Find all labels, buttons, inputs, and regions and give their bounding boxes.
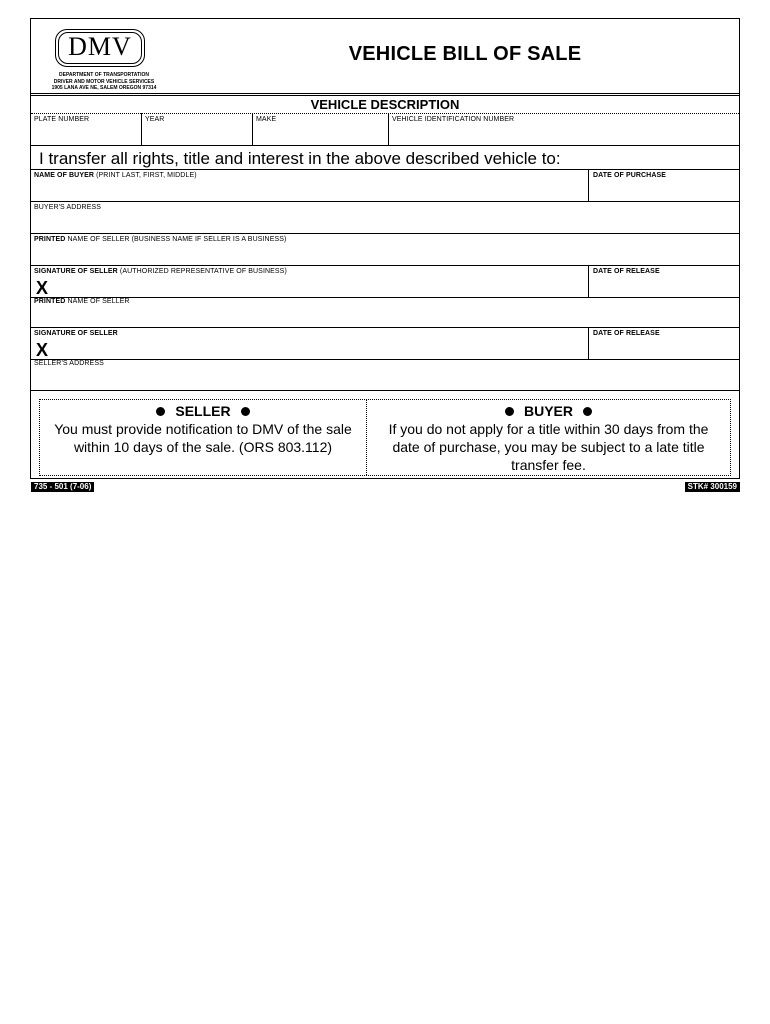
form-title: VEHICLE BILL OF SALE bbox=[348, 43, 582, 65]
buyer-notice-line: If you do not apply for a title within 30 days from the bbox=[388, 421, 709, 437]
seller-signature-label-2: SIGNATURE OF SELLER bbox=[34, 330, 118, 337]
vin-label: VEHICLE IDENTIFICATION NUMBER bbox=[392, 116, 515, 123]
seller-notice-heading: SELLER bbox=[175, 403, 231, 419]
seller-notice-line: You must provide notification to DMV of the sale bbox=[54, 421, 352, 437]
dmv-logo: DMV bbox=[55, 29, 145, 67]
vin-field[interactable] bbox=[389, 123, 739, 143]
date-of-release-field-2[interactable] bbox=[589, 338, 739, 359]
make-label: MAKE bbox=[256, 116, 277, 123]
date-of-release-label: DATE OF RELEASE bbox=[593, 268, 660, 275]
divider bbox=[31, 145, 739, 146]
date-of-release-field[interactable] bbox=[589, 276, 739, 297]
date-of-release-label-2: DATE OF RELEASE bbox=[593, 330, 660, 337]
divider bbox=[31, 359, 739, 360]
seller-printed-name-field-2[interactable] bbox=[31, 306, 739, 326]
buyer-notice-line: date of purchase, you may be subject to a late title bbox=[392, 439, 705, 455]
seller-signature-label: SIGNATURE OF SELLER (AUTHORIZED REPRESENTATIVE OF BUSINESS) bbox=[34, 268, 287, 275]
stock-number-badge: STK# 300159 bbox=[685, 482, 740, 492]
divider bbox=[31, 169, 739, 170]
year-label: YEAR bbox=[145, 116, 165, 123]
seller-address-label: SELLER'S ADDRESS bbox=[34, 360, 104, 367]
divider bbox=[31, 201, 739, 202]
buyer-address-label: BUYER'S ADDRESS bbox=[34, 204, 102, 211]
seller-address-field[interactable] bbox=[31, 368, 739, 389]
buyer-name-field[interactable] bbox=[31, 180, 587, 200]
seller-signature-field[interactable] bbox=[31, 276, 587, 297]
bullet-icon bbox=[156, 407, 165, 416]
transfer-statement: I transfer all rights, title and interest in the above described vehicle to: bbox=[39, 149, 561, 168]
divider bbox=[31, 297, 739, 298]
plate-number-label: PLATE NUMBER bbox=[34, 116, 90, 123]
seller-notice bbox=[40, 400, 366, 475]
section-heading-vehicle-description: VEHICLE DESCRIPTION bbox=[310, 97, 460, 112]
dept-address: 1905 LANA AVE NE, SALEM OREGON 97314 bbox=[51, 85, 157, 91]
signature-x-mark: X bbox=[36, 278, 49, 298]
bill-of-sale-form bbox=[30, 18, 740, 479]
seller-printed-name-label-2: PRINTED NAME OF SELLER bbox=[34, 298, 130, 305]
seller-signature-field-2[interactable] bbox=[31, 338, 587, 359]
divider bbox=[31, 95, 739, 96]
bullet-icon bbox=[241, 407, 250, 416]
divider bbox=[31, 327, 739, 328]
buyer-notice bbox=[367, 400, 730, 475]
notice-box bbox=[39, 399, 731, 476]
buyer-address-field[interactable] bbox=[31, 212, 739, 232]
buyer-notice-heading: BUYER bbox=[523, 403, 573, 419]
seller-notice-line: within 10 days of the sale. (ORS 803.112) bbox=[73, 439, 333, 455]
plate-number-field[interactable] bbox=[31, 123, 141, 143]
buyer-name-label: NAME OF BUYER (PRINT LAST, FIRST, MIDDLE) bbox=[34, 172, 197, 179]
buyer-notice-line: transfer fee. bbox=[511, 457, 586, 473]
divider bbox=[31, 265, 739, 266]
signature-x-mark-2: X bbox=[36, 340, 49, 360]
seller-printed-name-field[interactable] bbox=[31, 244, 739, 264]
date-of-purchase-field[interactable] bbox=[589, 180, 739, 200]
divider bbox=[31, 390, 739, 391]
bullet-icon bbox=[505, 407, 514, 416]
seller-printed-name-label: PRINTED NAME OF SELLER (BUSINESS NAME IF SELLER IS A BUSINESS) bbox=[34, 236, 287, 243]
dept-line-1: DEPARTMENT OF TRANSPORTATION bbox=[59, 72, 149, 78]
make-field[interactable] bbox=[253, 123, 388, 143]
date-of-purchase-label: DATE OF PURCHASE bbox=[593, 172, 667, 179]
divider bbox=[31, 113, 739, 114]
dept-line-2: DRIVER AND MOTOR VEHICLE SERVICES bbox=[53, 78, 155, 85]
divider bbox=[31, 233, 739, 234]
divider bbox=[31, 93, 739, 94]
bullet-icon bbox=[583, 407, 592, 416]
year-field[interactable] bbox=[142, 123, 252, 143]
form-number-badge: 735 - 501 (7-06) bbox=[31, 482, 94, 492]
